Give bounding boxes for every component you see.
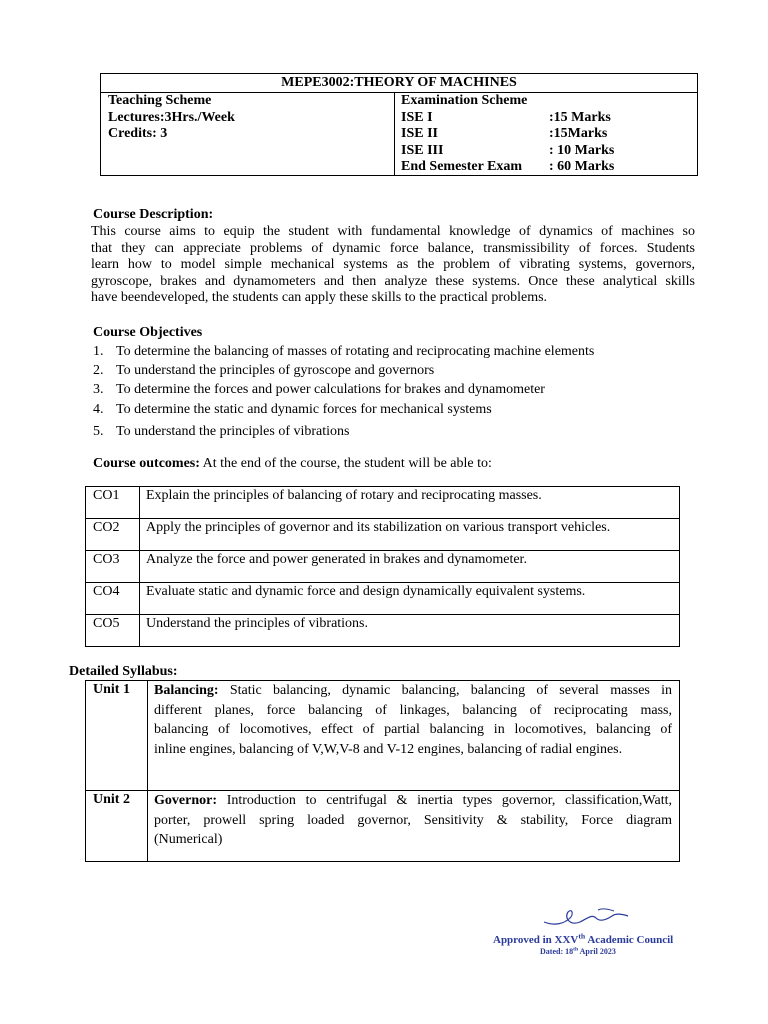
list-item bbox=[93, 344, 594, 360]
exam-row bbox=[401, 143, 691, 160]
unit-line bbox=[154, 791, 672, 811]
objectives-list bbox=[93, 344, 693, 444]
item-number: 1. bbox=[93, 344, 104, 359]
item-text: To determine the balancing of masses of rotating and reciprocating machine elements bbox=[116, 344, 595, 359]
item-text: To understand the principles of vibrations bbox=[116, 424, 350, 439]
list-item bbox=[93, 363, 434, 379]
exam-value: :15Marks bbox=[549, 126, 608, 141]
course-outcomes-label: Course outcomes: bbox=[93, 456, 200, 471]
unit-content bbox=[154, 791, 672, 850]
item-number: 4. bbox=[93, 402, 104, 417]
course-description-heading: Course Description: bbox=[93, 207, 214, 222]
exam-row bbox=[401, 126, 691, 143]
unit-line bbox=[154, 681, 672, 701]
course-title: MEPE3002:THEORY OF MACHINES bbox=[101, 74, 697, 93]
co-code: CO5 bbox=[93, 616, 120, 631]
description-line: gyroscope, brakes and dynamometers and then analyze these systems. Once these analytical skills bbox=[91, 273, 695, 289]
table-row bbox=[86, 615, 679, 647]
unit-text: Static balancing, dynamic balancing, balancing of several masses in bbox=[218, 683, 672, 698]
date-text: Dated: 18 bbox=[540, 947, 574, 956]
date-text-end: April 2023 bbox=[578, 947, 616, 956]
credits: Credits: 3 bbox=[108, 126, 168, 141]
table-row bbox=[86, 487, 679, 519]
unit-line: porter, prowell spring loaded governor, Sensitivity & stability, Force diagram bbox=[154, 812, 672, 828]
exam-label: ISE III bbox=[401, 142, 444, 158]
table-row bbox=[86, 583, 679, 615]
unit-line: different planes, force balancing of linkages, balancing of reciprocating mass, bbox=[154, 702, 672, 718]
item-text: To understand the principles of gyroscope and governors bbox=[116, 363, 435, 378]
approval-date bbox=[540, 947, 616, 956]
description-line: learn how to model simple mechanical systems as the problem of vibrating systems, governors, bbox=[91, 257, 695, 273]
approval-text: Approved in XXV bbox=[493, 934, 579, 946]
exam-row bbox=[401, 159, 691, 176]
lectures-per-week: Lectures:3Hrs./Week bbox=[108, 109, 235, 125]
approval-note bbox=[493, 931, 674, 946]
unit-text: Introduction to centrifugal & inertia types governor, classification,Watt, bbox=[216, 793, 672, 808]
examination-scheme bbox=[401, 93, 691, 176]
unit-title: Balancing: bbox=[154, 683, 219, 698]
table-row bbox=[86, 519, 679, 551]
co-text: Understand the principles of vibrations. bbox=[146, 616, 369, 631]
teaching-scheme bbox=[108, 93, 235, 143]
exam-value: : 10 Marks bbox=[549, 142, 615, 158]
description-line: This course aims to equip the student with fundamental knowledge of dynamics of machines so bbox=[91, 224, 695, 239]
column-divider bbox=[394, 92, 395, 175]
exam-label: ISE II bbox=[401, 126, 438, 141]
date-sup: th bbox=[573, 946, 579, 953]
syllabus-table bbox=[85, 680, 680, 862]
list-item bbox=[93, 424, 349, 440]
item-number: 2. bbox=[93, 363, 104, 378]
outcomes-table bbox=[85, 486, 680, 647]
exam-label: ISE I bbox=[401, 109, 433, 125]
approval-text-end: Academic Council bbox=[585, 934, 674, 946]
exam-row bbox=[401, 110, 691, 127]
co-text: Apply the principles of governor and its stabilization on various transport vehicles. bbox=[146, 520, 611, 535]
description-line: that they can appreciate problems of dynamic force balance, transmissibility of forces. Students bbox=[91, 240, 695, 256]
co-text: Explain the principles of balancing of rotary and reciprocating masses. bbox=[146, 488, 542, 503]
unit-label: Unit 1 bbox=[93, 682, 130, 697]
detailed-syllabus-heading: Detailed Syllabus: bbox=[69, 664, 178, 679]
course-outcomes-intro: At the end of the course, the student will be able to: bbox=[199, 456, 492, 471]
item-text: To determine the static and dynamic forces for mechanical systems bbox=[116, 402, 492, 417]
unit-line: (Numerical) bbox=[154, 832, 223, 847]
column-divider bbox=[147, 681, 148, 861]
co-code: CO2 bbox=[93, 520, 120, 535]
teaching-scheme-heading: Teaching Scheme bbox=[108, 93, 212, 108]
unit-label: Unit 2 bbox=[93, 792, 130, 807]
exam-value: :15 Marks bbox=[549, 109, 611, 125]
item-number: 3. bbox=[93, 382, 104, 397]
scheme-table bbox=[100, 73, 698, 176]
list-item bbox=[93, 402, 492, 418]
course-description-text bbox=[91, 224, 695, 307]
exam-value: : 60 Marks bbox=[549, 159, 615, 174]
item-text: To determine the forces and power calculations for brakes and dynamometer bbox=[116, 382, 545, 397]
course-objectives-heading: Course Objectives bbox=[93, 325, 203, 340]
co-text: Evaluate static and dynamic force and design dynamically equivalent systems. bbox=[146, 584, 586, 599]
unit-line: balancing of locomotives, effect of partial balancing in locomotives, balancing of bbox=[154, 722, 672, 737]
unit-line: inline engines, balancing of V,W,V-8 and V-12 engines, balancing of radial engines. bbox=[154, 741, 623, 757]
item-number: 5. bbox=[93, 424, 104, 439]
list-item bbox=[93, 382, 545, 398]
co-text: Analyze the force and power generated in brakes and dynamometer. bbox=[146, 552, 527, 567]
co-code: CO4 bbox=[93, 584, 120, 599]
course-outcomes-heading bbox=[93, 456, 492, 472]
examination-scheme-heading: Examination Scheme bbox=[401, 93, 528, 108]
approval-sup: th bbox=[578, 931, 586, 941]
description-line: have beendeveloped, the students can apply these skills to the practical problems. bbox=[91, 290, 548, 306]
exam-label: End Semester Exam bbox=[401, 159, 523, 174]
unit-content bbox=[154, 681, 672, 759]
co-code: CO3 bbox=[93, 552, 120, 567]
unit-title: Governor: bbox=[154, 793, 217, 808]
co-code: CO1 bbox=[93, 488, 120, 503]
table-row bbox=[86, 551, 679, 583]
signature-icon bbox=[536, 900, 648, 934]
